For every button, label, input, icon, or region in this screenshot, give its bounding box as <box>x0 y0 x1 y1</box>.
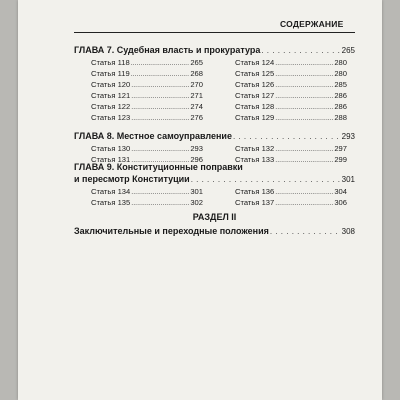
article-label: Статья 118 <box>91 58 130 67</box>
article-page: 296 <box>190 155 203 164</box>
article-label: Статья 130 <box>91 144 131 153</box>
article-label: Статья 134 <box>91 187 131 196</box>
leader-dots <box>131 114 189 124</box>
article-entry[interactable] <box>235 102 347 113</box>
articles-column-left <box>91 58 203 124</box>
chapter-7-entry[interactable] <box>74 44 355 57</box>
final-provisions-entry[interactable] <box>74 225 355 238</box>
article-label: Статья 122 <box>91 102 131 111</box>
article-page: 297 <box>334 144 347 153</box>
leader-dots <box>131 188 189 198</box>
article-page: 304 <box>334 187 347 196</box>
final-provisions-title: Заключительные и переходные положения <box>74 226 269 236</box>
article-entry[interactable] <box>235 187 347 198</box>
article-page: 285 <box>334 80 347 89</box>
article-label: Статья 129 <box>235 113 275 122</box>
article-page: 268 <box>190 69 203 78</box>
section-heading: РАЗДЕЛ II <box>192 212 237 222</box>
articles-column-right <box>235 187 347 209</box>
chapter-9-page: 301 <box>341 175 355 184</box>
article-label: Статья 120 <box>91 80 131 89</box>
article-entry[interactable] <box>91 102 203 113</box>
article-label: Статья 126 <box>235 80 275 89</box>
leader-dots <box>261 45 340 57</box>
article-label: Статья 133 <box>235 155 275 164</box>
article-label: Статья 128 <box>235 102 275 111</box>
leader-dots <box>131 81 189 91</box>
final-provisions-page: 308 <box>341 227 355 236</box>
leader-dots <box>131 145 189 155</box>
article-page: 301 <box>190 187 203 196</box>
article-label: Статья 127 <box>235 91 275 100</box>
article-page: 280 <box>334 69 347 78</box>
chapter-7-title: ГЛАВА 7. Судебная власть и прокуратура <box>74 45 261 55</box>
article-label: Статья 124 <box>235 58 275 67</box>
leader-dots <box>275 70 333 80</box>
article-entry[interactable] <box>91 198 203 209</box>
chapter-8-page: 293 <box>341 132 355 141</box>
article-entry[interactable] <box>235 113 347 124</box>
article-page: 286 <box>334 102 347 111</box>
leader-dots <box>131 70 190 80</box>
chapter-7-block <box>74 44 355 124</box>
article-entry[interactable] <box>235 198 347 209</box>
leader-dots <box>275 81 333 91</box>
article-page: 265 <box>190 58 203 67</box>
article-page: 286 <box>334 91 347 100</box>
page-header-title: СОДЕРЖАНИЕ <box>280 19 344 29</box>
article-page: 271 <box>190 91 203 100</box>
leader-dots <box>275 92 333 102</box>
article-page: 302 <box>190 198 203 207</box>
leader-dots <box>275 199 333 209</box>
header-rule <box>74 32 355 33</box>
article-label: Статья 123 <box>91 113 131 122</box>
article-label: Статья 137 <box>235 198 275 207</box>
article-entry[interactable] <box>91 69 203 80</box>
leader-dots <box>275 59 333 69</box>
leader-dots <box>233 131 341 143</box>
article-entry[interactable] <box>91 80 203 91</box>
chapter-7-articles <box>74 58 355 124</box>
article-label: Статья 131 <box>91 155 131 164</box>
article-page: 276 <box>190 113 203 122</box>
article-label: Статья 136 <box>235 187 275 196</box>
article-entry[interactable] <box>235 144 347 155</box>
chapter-8-title: ГЛАВА 8. Местное самоуправление <box>74 131 232 141</box>
article-label: Статья 132 <box>235 144 275 153</box>
leader-dots <box>275 103 333 113</box>
chapter-9-title-line1[interactable]: ГЛАВА 9. Конституционные поправки <box>74 162 243 172</box>
leader-dots <box>131 92 189 102</box>
chapter-9-articles <box>74 187 355 209</box>
leader-dots <box>131 103 189 113</box>
leader-dots <box>191 174 341 186</box>
article-entry[interactable] <box>235 69 347 80</box>
article-entry[interactable] <box>235 91 347 102</box>
chapter-8-entry[interactable] <box>74 130 355 143</box>
article-page: 270 <box>190 80 203 89</box>
article-page: 288 <box>334 113 347 122</box>
section-2-block <box>74 225 355 238</box>
book-page <box>18 0 382 400</box>
leader-dots <box>275 114 333 124</box>
article-page: 306 <box>334 198 347 207</box>
article-entry[interactable] <box>91 91 203 102</box>
chapter-9-entry[interactable] <box>74 173 355 186</box>
article-entry[interactable] <box>235 58 347 69</box>
article-page: 274 <box>190 102 203 111</box>
article-page: 280 <box>334 58 347 67</box>
articles-column-left <box>91 187 203 209</box>
article-label: Статья 125 <box>235 69 275 78</box>
article-entry[interactable] <box>91 113 203 124</box>
leader-dots <box>131 199 189 209</box>
leader-dots <box>275 188 333 198</box>
article-entry[interactable] <box>91 144 203 155</box>
article-label: Статья 119 <box>91 69 130 78</box>
articles-column-right <box>235 58 347 124</box>
leader-dots <box>270 226 341 238</box>
article-page: 293 <box>190 144 203 153</box>
table-of-contents <box>74 44 355 236</box>
leader-dots <box>131 59 190 69</box>
leader-dots <box>275 145 333 155</box>
chapter-9-title-line2: и пересмотр Конституции <box>74 174 190 184</box>
article-entry[interactable] <box>91 58 203 69</box>
chapter-7-page: 265 <box>341 46 355 55</box>
article-page: 299 <box>334 155 347 164</box>
article-label: Статья 121 <box>91 91 131 100</box>
chapter-9-block <box>74 161 355 209</box>
article-label: Статья 135 <box>91 198 131 207</box>
article-entry[interactable] <box>235 80 347 91</box>
article-entry[interactable] <box>91 187 203 198</box>
